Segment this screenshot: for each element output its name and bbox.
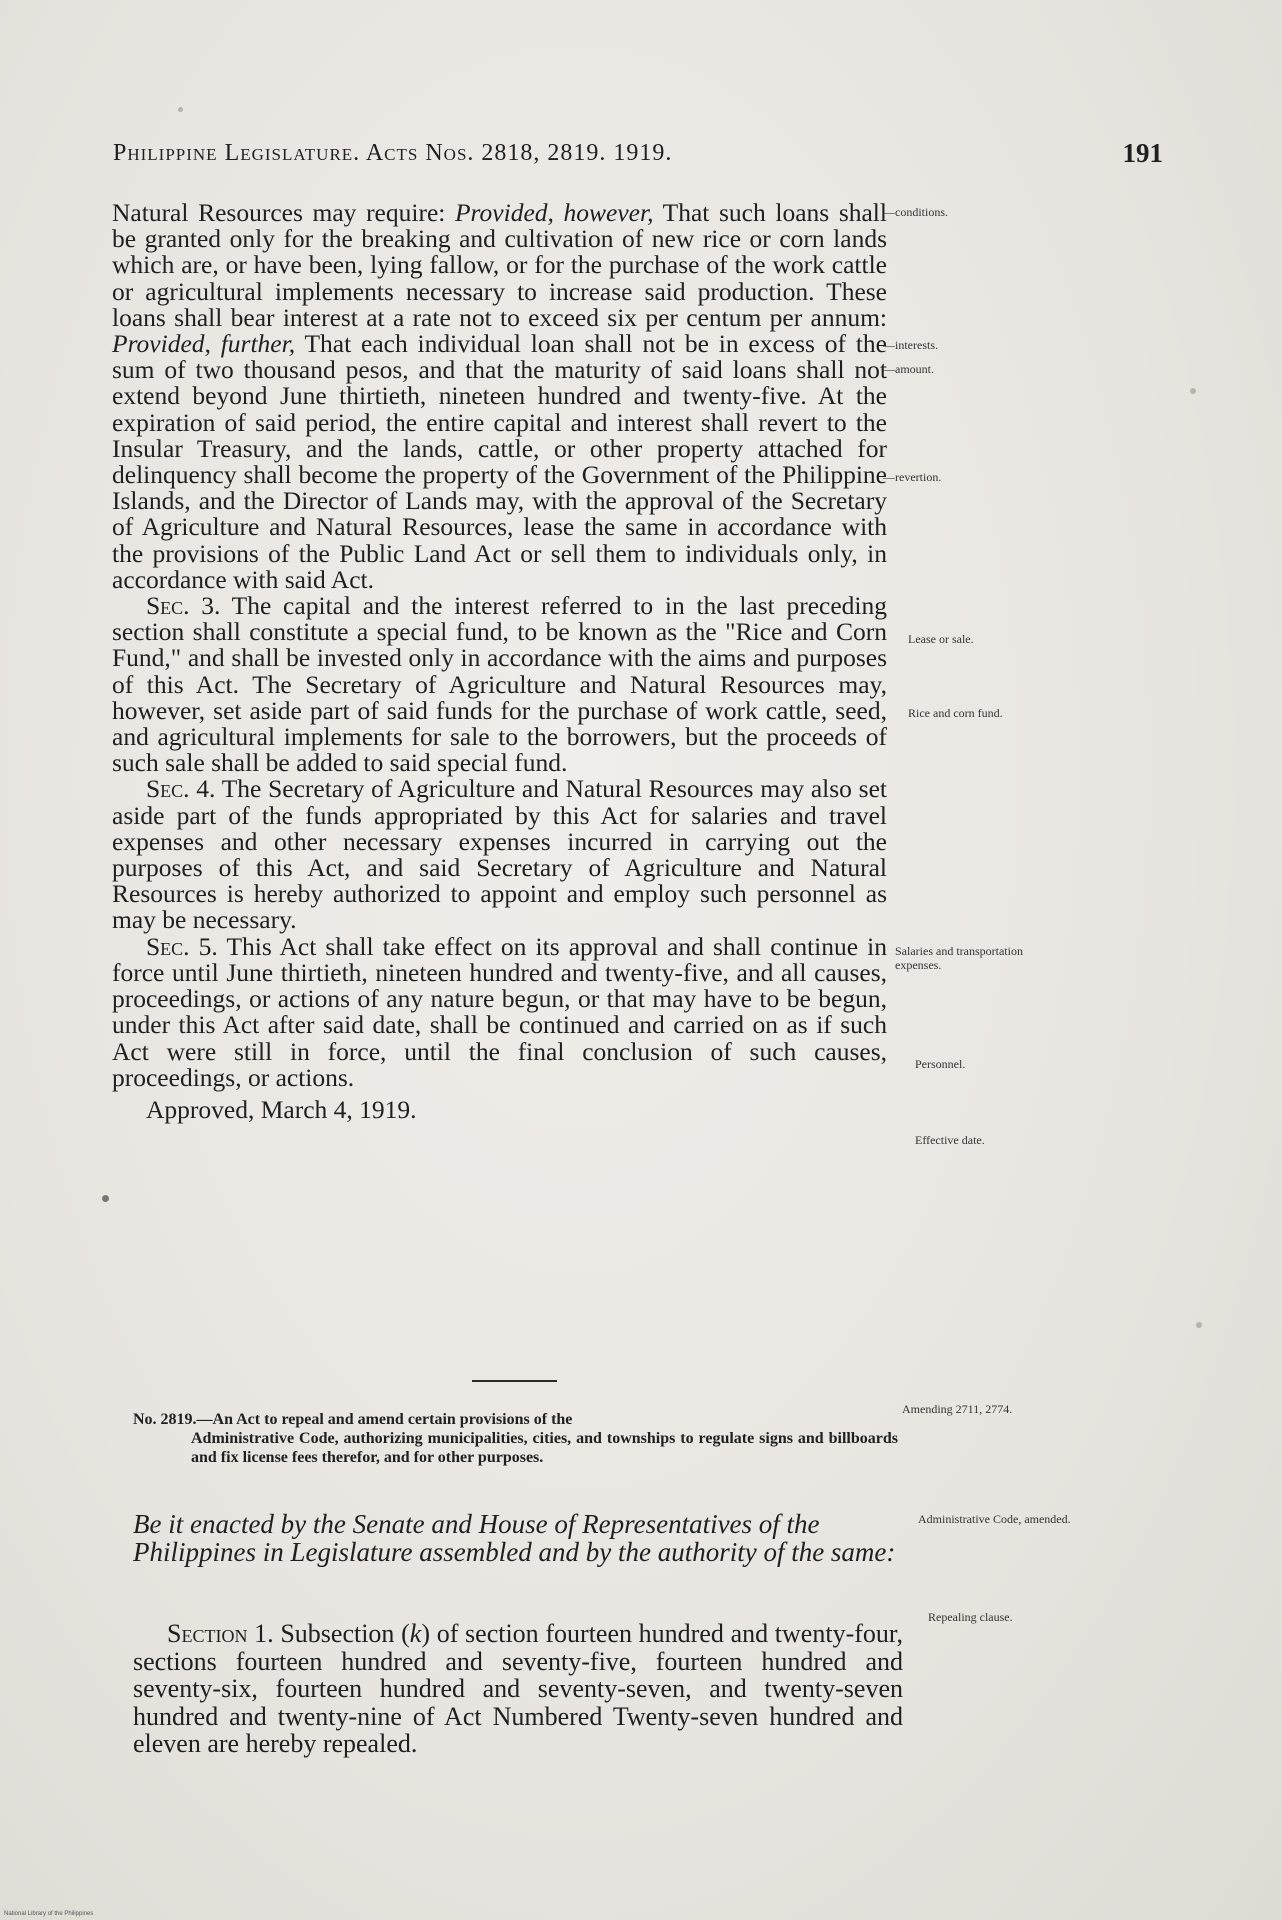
footer-credit: National Library of the Philippines <box>4 1911 94 1917</box>
note-fund: Rice and corn fund. <box>908 706 1003 720</box>
act-title-line1: No. 2819.—An Act to repeal and amend certain provisions of the <box>133 1411 573 1428</box>
main-text <box>112 200 887 1123</box>
act-title-rest: Administrative Code, authorizing municipalities, cities, and townships to regulate signs and billboards and fix license fees therefor, and for other purposes. <box>191 1430 898 1466</box>
text-run: That such loans shall be granted only for the breaking and cultivation of new rice or corn lands which are, or have been, lying fallow, or for the purchase of the work cattle or agricultural implements necessary to increase said production. These loans shall bear interest at a rate not to exceed six per centum per annum: <box>112 198 887 332</box>
enacting-clause: Be it enacted by the Senate and House of Representatives of the Philippines in Legislature assembled and by the authority of the same: <box>133 1509 896 1567</box>
section-text: This Act shall take effect on its approval and shall continue in force until June thirtieth, nineteen hundred and twenty-five, and all causes, proceedings, or actions of any nature begun, or that may have to be begun, under this Act after said date, shall be continued and carried on as if such Act were still in force, until the final conclusion of such causes, proceedings, or actions. <box>112 931 887 1092</box>
running-title: Philippine Legislature. Acts Nos. 2818, 2819. 1919. <box>113 140 673 166</box>
section-text: ) of section fourteen hundred and twenty-four, sections fourteen hundred and seventy-five, fourteen hundred and seventy-six, fourteen hundred and seventy-seven, and twenty-seven hundred and twenty-nine of Act Numbered Twenty-seven hundred and eleven are hereby repealed. <box>133 1619 903 1758</box>
section-3 <box>112 593 887 776</box>
section-5 <box>112 931 887 1092</box>
paper-speck <box>1190 388 1196 394</box>
paragraph-loans <box>112 200 887 593</box>
note-amending: Amending 2711, 2774. <box>902 1402 1013 1416</box>
paper-speck <box>1196 1322 1202 1328</box>
proviso: Provided, however, <box>454 198 654 227</box>
note-salaries: Salaries and transportation expenses. <box>895 944 1023 972</box>
paper-speck <box>178 107 183 112</box>
section-label: Section 1. <box>167 1619 274 1648</box>
note-amount: —amount. <box>883 362 934 376</box>
section-label: Sec. 3. <box>146 591 221 621</box>
act-2819-section-1 <box>133 1620 903 1758</box>
note-conditions: —conditions. <box>883 205 948 219</box>
note-admin-code: Administrative Code, amended. <box>918 1512 1071 1526</box>
note-lease: Lease or sale. <box>908 632 974 646</box>
note-effective: Effective date. <box>915 1133 985 1147</box>
page-header <box>113 140 1163 180</box>
section-label: Sec. 4. <box>146 774 216 804</box>
note-personnel: Personnel. <box>915 1057 966 1071</box>
section-text: The capital and the interest referred to in the last preceding section shall constitute a special fund, to be known as the "Rice and Corn Fund," and shall be invested only in accordance with the aims and purposes of this Act. The Secretary of Agriculture and Natural Resources may, however, set aside part of said funds for the purchase of work cattle, seed, and agricultural implements for sale to the borrowers, but the proceeds of such sale shall be added to said special fund. <box>112 591 888 778</box>
page-number: 191 <box>1122 138 1163 168</box>
paper-speck <box>102 1195 109 1202</box>
section-text: Subsection ( <box>273 1619 410 1648</box>
subsection-letter: k <box>409 1619 422 1648</box>
section-divider <box>472 1380 557 1382</box>
section-label: Sec. 5. <box>146 931 218 961</box>
act-2819-title <box>133 1410 898 1467</box>
note-repealing: Repealing clause. <box>928 1610 1013 1624</box>
text-run: Natural Resources may require: <box>112 198 455 227</box>
proviso: Provided, further, <box>112 329 296 359</box>
note-interests: —interests. <box>883 338 938 352</box>
note-revertion: —revertion. <box>883 470 942 484</box>
text-run: That each individual loan shall not be in excess of the sum of two thousand pesos, and that the maturity of said loans shall not extend beyond June thirtieth, nineteen hundred and twenty-five. At the expiration of said period, the entire capital and interest shall revert to the Insular Treasury, and the lands, cattle, or other property attached for delinquency shall become the property of the Government of the Philippine Islands, and the Director of Lands may, with the approval of the Secretary of Agriculture and Natural Resources, lease the same in accordance with the provisions of the Public Land Act or sell them to individuals only, in accordance with said Act. <box>112 329 887 594</box>
approved-date: Approved, March 4, 1919. <box>146 1094 417 1124</box>
section-4 <box>112 776 887 933</box>
section-text: The Secretary of Agriculture and Natural Resources may also set aside part of the funds appropriated by this Act for salaries and travel expenses and other necessary expenses incurred in carrying out the purposes of this Act, and said Secretary of Agriculture and Natural Resources is hereby authorized to appoint and employ such personnel as may be necessary. <box>112 774 887 935</box>
